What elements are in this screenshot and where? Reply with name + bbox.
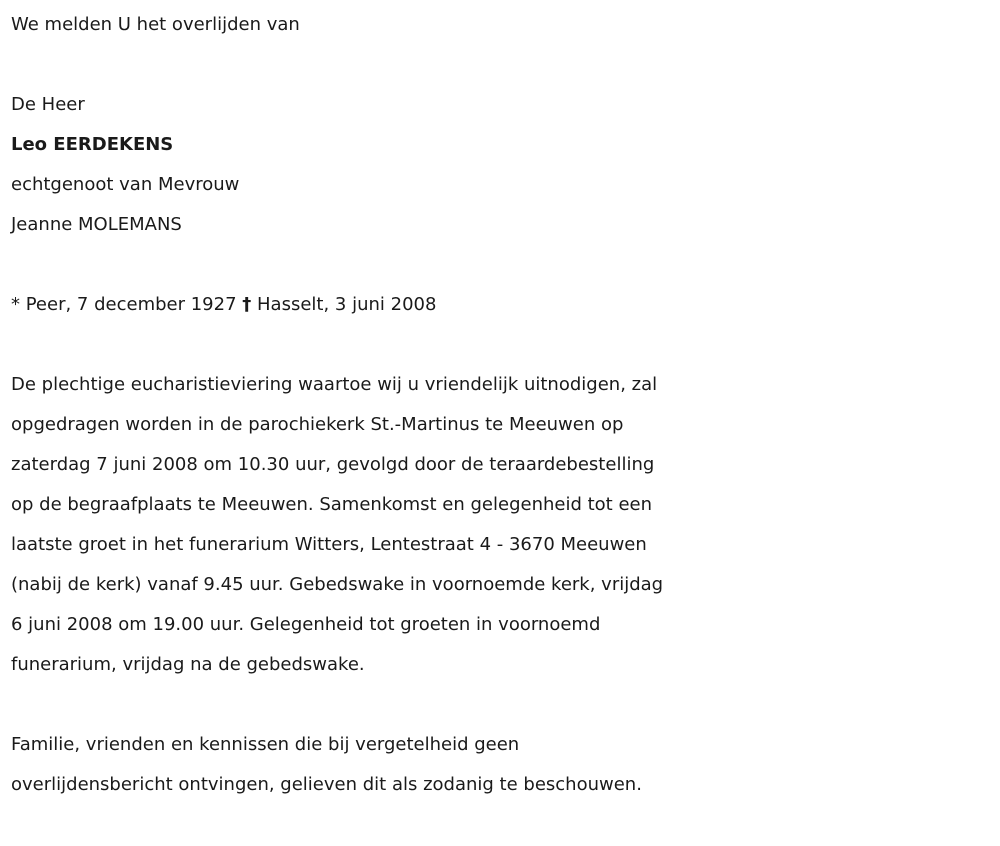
salutation: De Heer xyxy=(11,94,85,115)
spacer xyxy=(11,325,1000,365)
birth-date: * Peer, 7 december 1927 xyxy=(11,294,237,315)
life-dates xyxy=(11,285,1000,325)
ceremony-line: opgedragen worden in de parochiekerk St.-Martinus te Meeuwen op xyxy=(11,414,624,435)
spacer xyxy=(11,685,1000,725)
intro-text: We melden U het overlijden van xyxy=(11,14,300,35)
spacer xyxy=(11,45,1000,85)
cross-icon: † xyxy=(242,294,252,315)
ceremony-line: op de begraafplaats te Meeuwen. Samenkomst en gelegenheid tot een xyxy=(11,494,653,515)
ceremony-line: funerarium, vrijdag na de gebedswake. xyxy=(11,654,365,675)
closing-line: overlijdensbericht ontvingen, gelieven dit als zodanig te beschouwen. xyxy=(11,774,642,795)
ceremony-line: 6 juni 2008 om 19.00 uur. Gelegenheid tot groeten in voornoemd xyxy=(11,614,601,635)
ceremony-paragraph xyxy=(11,365,1000,685)
ceremony-line: laatste groet in het funerarium Witters, Lentestraat 4 - 3670 Meeuwen xyxy=(11,534,647,555)
spouse-label: echtgenoot van Mevrouw xyxy=(11,174,240,195)
ceremony-line: zaterdag 7 juni 2008 om 10.30 uur, gevolgd door de teraardebestelling xyxy=(11,454,655,475)
ceremony-line: De plechtige eucharistieviering waartoe wij u vriendelijk uitnodigen, zal xyxy=(11,374,658,395)
spouse-name: Jeanne MOLEMANS xyxy=(11,214,182,235)
deceased-name: Leo EERDEKENS xyxy=(11,134,174,155)
spacer xyxy=(11,245,1000,285)
closing-line: Familie, vrienden en kennissen die bij vergetelheid geen xyxy=(11,734,520,755)
death-date: Hasselt, 3 juni 2008 xyxy=(257,294,437,315)
ceremony-line: (nabij de kerk) vanaf 9.45 uur. Gebedswake in voornoemde kerk, vrijdag xyxy=(11,574,664,595)
closing-paragraph xyxy=(11,725,1000,805)
